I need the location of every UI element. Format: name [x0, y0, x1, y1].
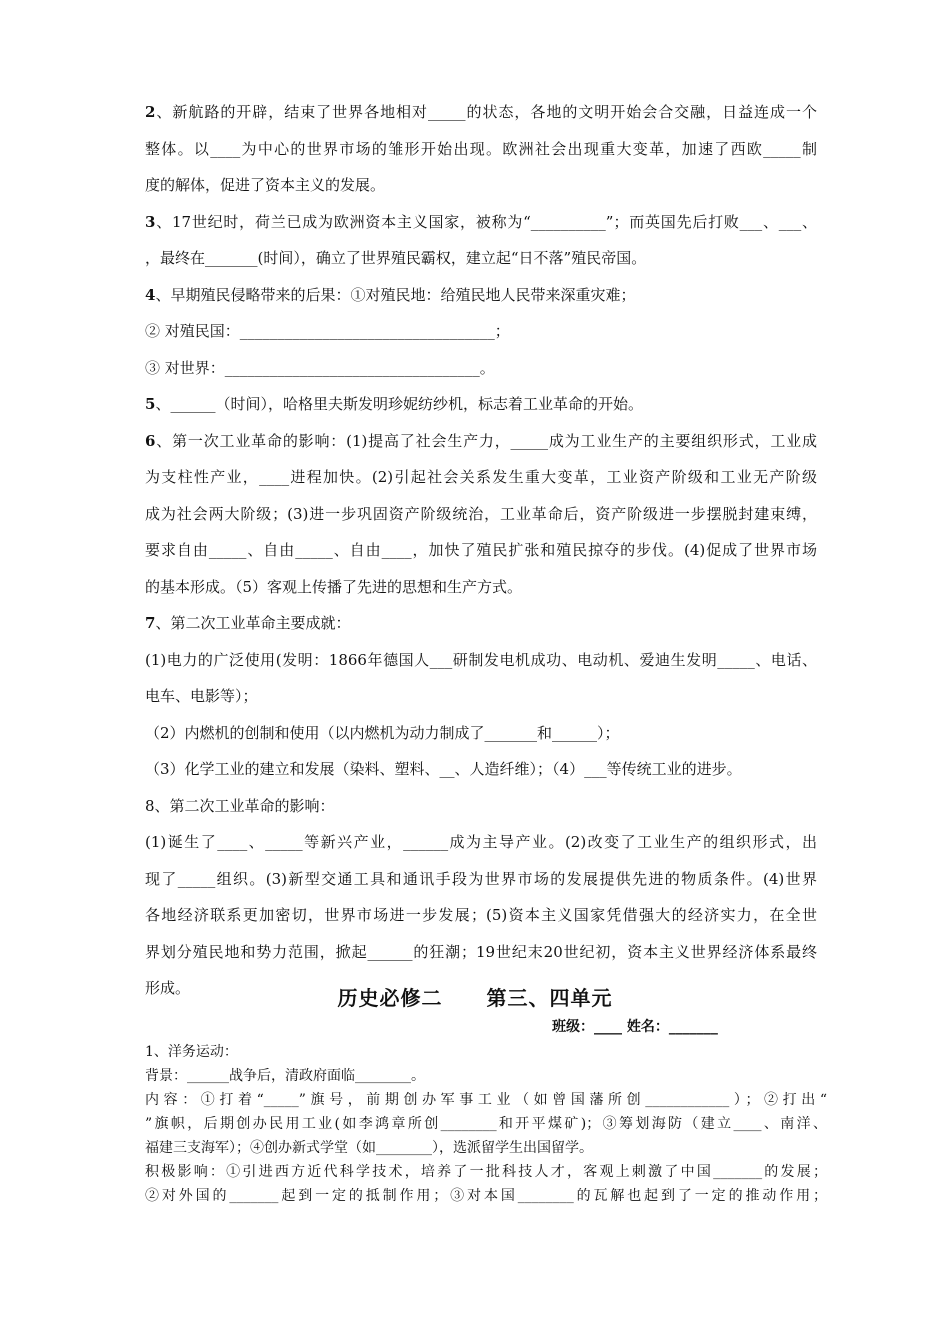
- text-line: 各地经济联系更加密切，世界市场进一步发展；(5)资本主义国家凭借强大的经济实力，在全世: [145, 906, 817, 924]
- text-line: （3）化学工业的建立和发展（染料、塑料、__、人造纤维）；（4）___等传统工业的进步。: [145, 760, 742, 778]
- text-line: ③ 对世界：__________________________________。: [145, 358, 495, 377]
- text-line: 形成。: [145, 979, 191, 997]
- text-line: 8、第二次工业革命的影响：: [145, 796, 335, 815]
- text-line: 4、早期殖民侵略带来的后果：①对殖民地：给殖民地人民带来深重灾难；: [145, 285, 636, 304]
- text-line: 成为社会两大阶级；(3)进一步巩固资产阶级统治，工业革命后，资产阶级进一步摆脱封建束缚，: [145, 504, 817, 523]
- text-line: 背景：______战争后，清政府面临________。: [145, 1068, 425, 1084]
- section-self-strengthening: [145, 1040, 827, 1208]
- text-line: 为支柱性产业，____进程加快。(2)引起社会关系发生重大变革，工业资产阶级和工业无产阶级: [145, 468, 817, 486]
- text-line: 福建三支海军）；④创办新式学堂（如________），选派留学生出国留学。: [145, 1140, 593, 1156]
- text-line: ，最终在_______(时间），确立了世界殖民霸权，建立起“日不落”殖民帝国。: [145, 249, 647, 267]
- text-line: 5、______（时间），哈格里夫斯发明珍妮纺纱机，标志着工业革命的开始。: [145, 395, 643, 413]
- title-course: 历史必修二: [337, 986, 443, 1010]
- title-unit: 第三、四单元: [486, 986, 613, 1010]
- text-line: 的基本形成。（5）客观上传播了先进的思想和生产方式。: [145, 577, 523, 596]
- page-title: [0, 982, 950, 1011]
- text-line: 度的解体，促进了资本主义的发展。: [145, 176, 386, 194]
- text-line: 界划分殖民地和势力范围，掀起______的狂潮；19世纪末20世纪初，资本主义世界经济体系最终: [145, 942, 817, 961]
- text-line: ”旗帜，后期创办民用工业(如李鸿章所创________和开平煤矿)；③筹划海防（建立____、南洋、: [145, 1116, 827, 1132]
- text-line: 6、第一次工业革命的影响：(1)提高了社会生产力，_____成为工业生产的主要组织形式，工业成: [145, 431, 817, 450]
- text-line: 2、新航路的开辟，结束了世界各地相对_____的状态，各地的文明开始会合交融，日益连成一个: [145, 103, 817, 121]
- text-line: ②对外国的_______起到一定的抵制作用；③对本国________的瓦解也起到了一定的推动作用；: [145, 1188, 827, 1204]
- text-line: 1、洋务运动：: [145, 1044, 238, 1060]
- text-line: (1)电力的广泛使用(发明：1866年德国人___研制发电机成功、电动机、爱迪生发明_____、电话、: [145, 650, 817, 669]
- text-line: 现了_____组织。(3)新型交通工具和通讯手段为世界市场的发展提供先进的物质条件。(4)世界: [145, 869, 817, 888]
- text-line: 7、第二次工业革命主要成就：: [145, 614, 351, 632]
- text-line: 内容：①打着“_____”旗号，前期创办军事工业（如曾国藩所创____________）；②打出“: [145, 1092, 827, 1108]
- text-line: （2）内燃机的创制和使用（以内燃机为动力制成了_______和______）；: [145, 723, 620, 742]
- text-line: (1)诞生了____、_____等新兴产业，______成为主导产业。(2)改变了工业生产的组织形式，出: [145, 833, 817, 851]
- text-line: ② 对殖民国：__________________________________；: [145, 322, 510, 340]
- text-line: 积极影响：①引进西方近代科学技术，培养了一批科技人才，客观上刺激了中国_______的发展；: [145, 1164, 827, 1180]
- text-line: 3、17世纪时，荷兰已成为欧洲资本主义国家，被称为“__________”；而英国先后打败___、___、: [145, 212, 817, 231]
- text-line: 电车、电影等）；: [145, 687, 258, 705]
- text-line: 要求自由_____、自由_____、自由____，加快了殖民扩张和殖民掠夺的步伐。(4)促成了世界市场: [145, 541, 817, 559]
- section-industrial-revolution: [145, 94, 817, 1007]
- class-name-line: 班级：____ 姓名：_______: [552, 1019, 718, 1035]
- text-line: 整体。以____为中心的世界市场的雏形开始出现。欧洲社会出现重大变革，加速了西欧_____制: [145, 139, 817, 158]
